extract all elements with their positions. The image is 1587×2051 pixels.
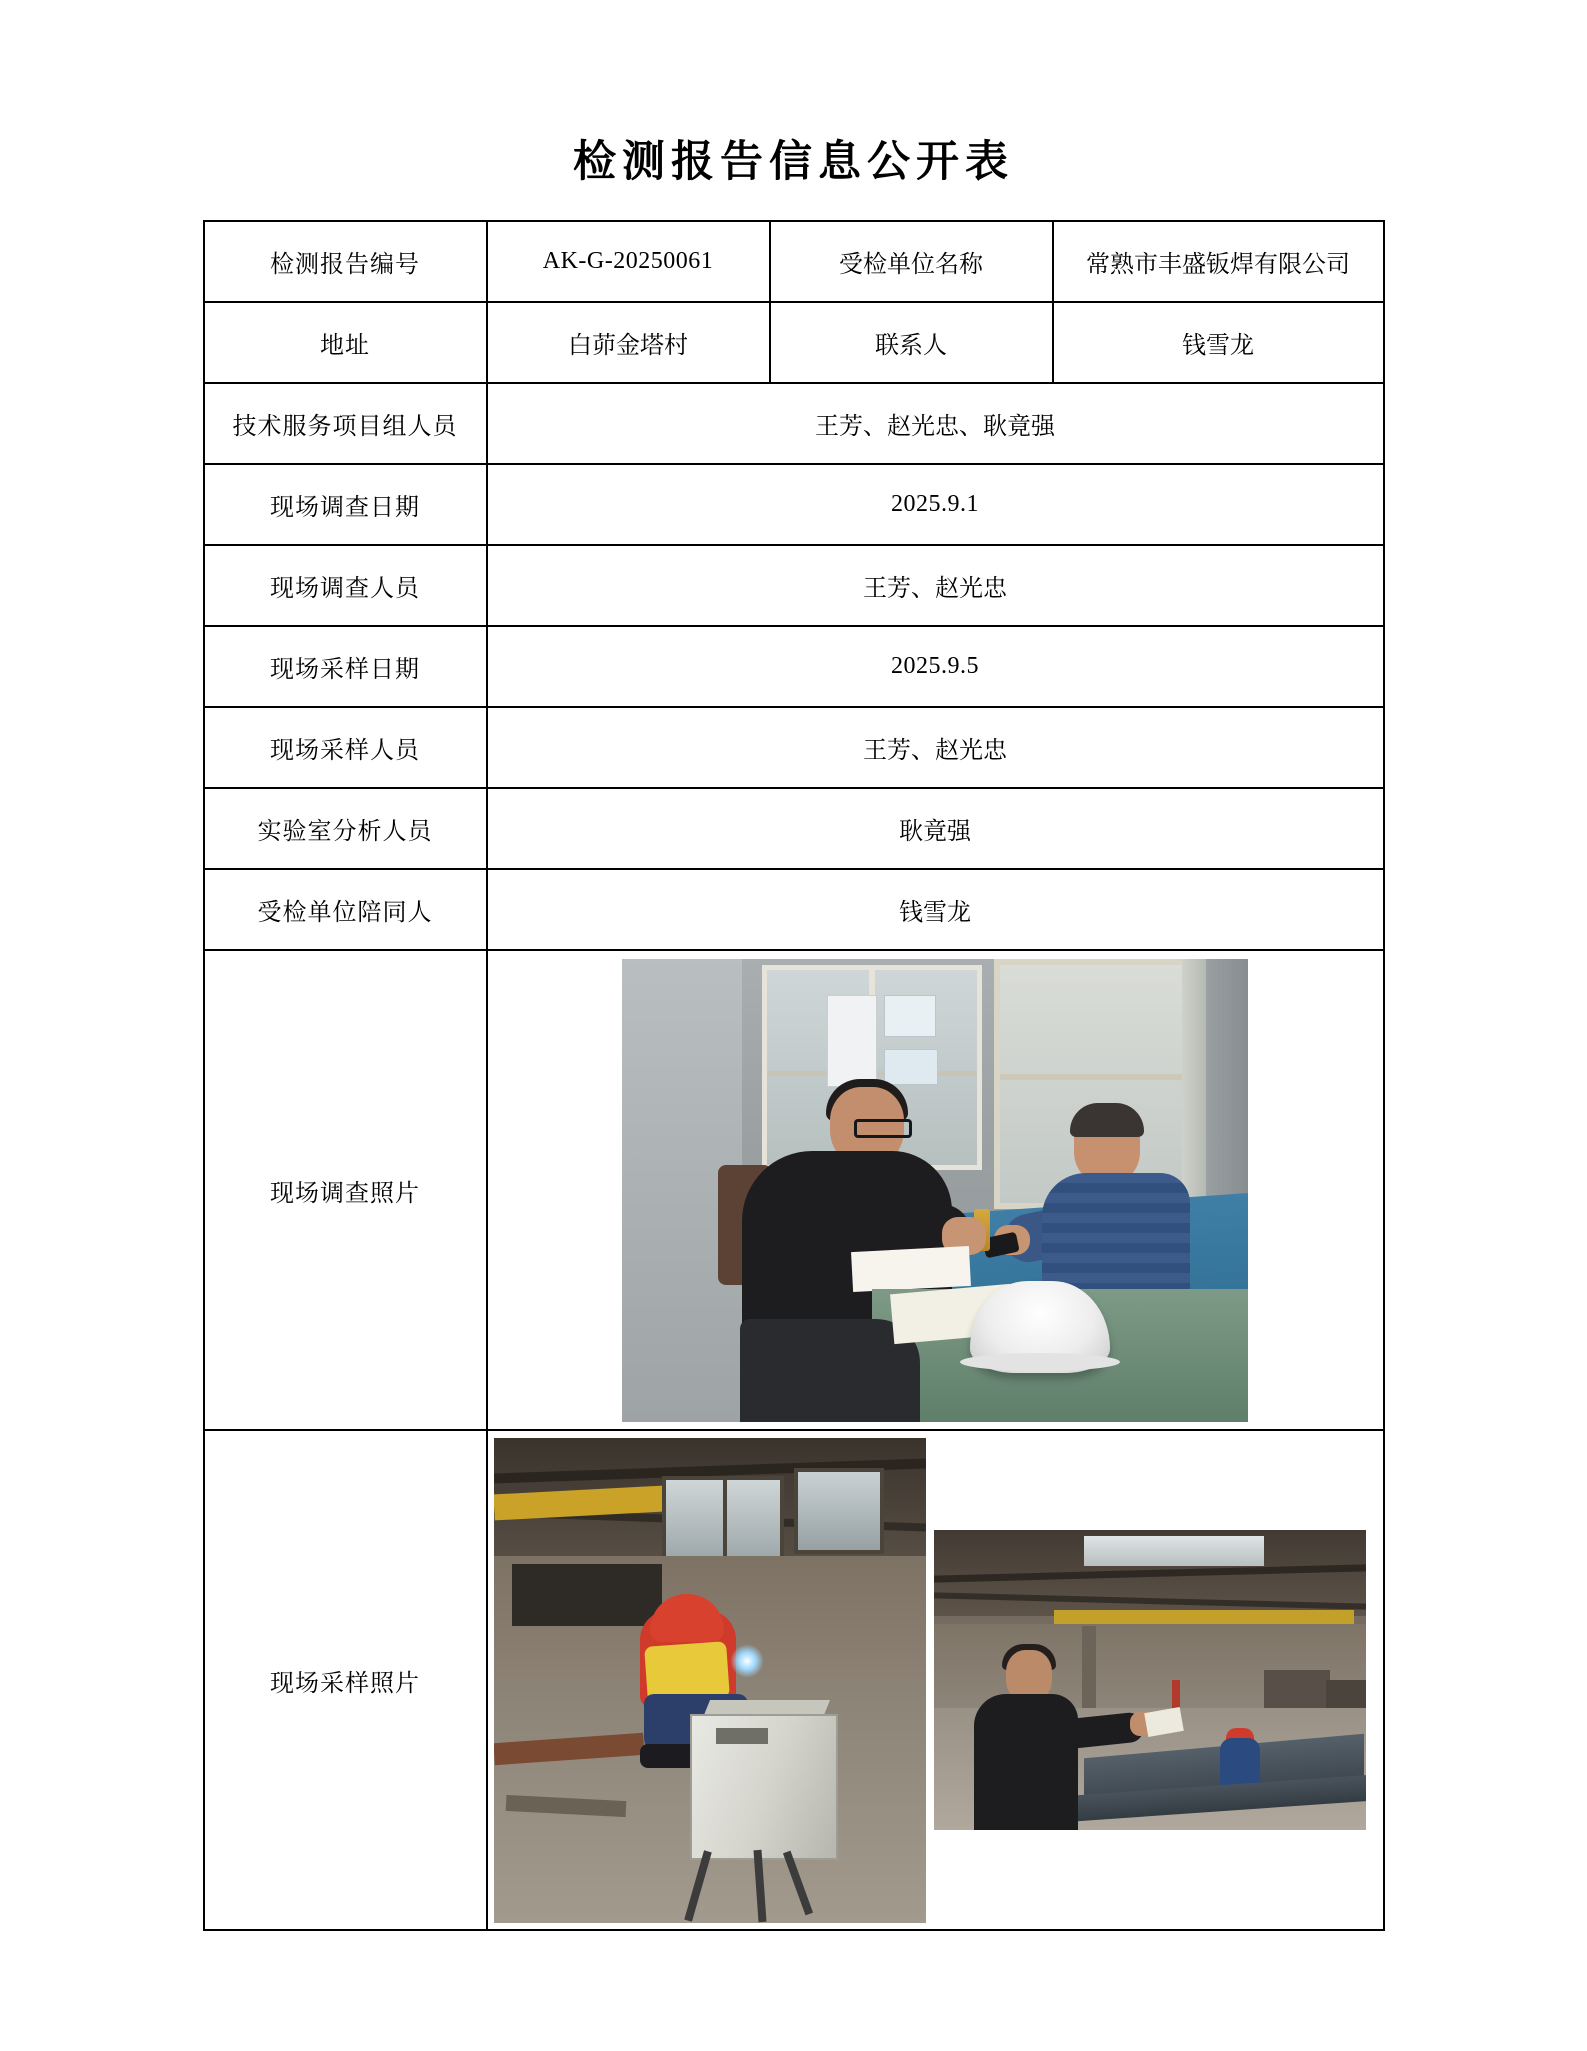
row-label-lab-analyst: 实验室分析人员 [204,788,487,869]
row-value-accompanying-person: 钱雪龙 [487,869,1384,950]
row-label-company: 受检单位名称 [770,221,1053,302]
paper [851,1245,971,1291]
poster [827,995,877,1087]
row-value-team: 王芳、赵光忠、耿竟强 [487,383,1384,464]
sampling-photo-cell [487,1430,1384,1930]
survey-photo-cell [487,950,1384,1430]
row-label-report-no: 检测报告编号 [204,221,487,302]
row-value-sampling-date: 2025.9.5 [487,626,1384,707]
window-icon [662,1476,784,1568]
table-row-survey-photos [204,950,1384,1430]
table-row [204,707,1384,788]
row-label-sampling-date: 现场采样日期 [204,626,487,707]
welding-arc [730,1644,764,1678]
row-value-address: 白茆金塔村 [487,302,770,383]
photo-wrap [488,959,1383,1422]
table-row [204,626,1384,707]
row-value-lab-analyst: 耿竟强 [487,788,1384,869]
table-row-sampling-photos [204,1430,1384,1930]
photo-wrap-right [934,1438,1366,1923]
sampler-panel [716,1728,768,1744]
dark-opening [512,1564,662,1626]
page-title: 检测报告信息公开表 [573,139,1014,186]
row-label-accompanying-person: 受检单位陪同人 [204,869,487,950]
workshop-sampling-photo [934,1530,1366,1830]
crane-rail [1054,1610,1354,1624]
window-icon [794,1468,884,1554]
row-label-survey-staff: 现场调查人员 [204,545,487,626]
row-label-team: 技术服务项目组人员 [204,383,487,464]
inspector-body [974,1694,1078,1830]
report-info-table [203,220,1385,1931]
row-value-company: 常熟市丰盛钣焊有限公司 [1053,221,1384,302]
poster [884,995,936,1037]
row-label-sampling-staff: 现场采样人员 [204,707,487,788]
welding-sampling-photo [494,1438,926,1923]
table-row [204,383,1384,464]
row-value-report-no: AK-G-20250061 [487,221,770,302]
skylight [1084,1536,1264,1566]
table-row [204,302,1384,383]
table-row [204,221,1384,302]
photo-wrap [488,1438,1383,1923]
row-value-survey-date: 2025.9.1 [487,464,1384,545]
row-value-contact: 钱雪龙 [1053,302,1384,383]
row-label-survey-date: 现场调查日期 [204,464,487,545]
glasses-icon [854,1119,912,1138]
table-row [204,545,1384,626]
table-row [204,788,1384,869]
row-value-sampling-staff: 王芳、赵光忠 [487,707,1384,788]
row-label-contact: 联系人 [770,302,1053,383]
table-row [204,869,1384,950]
office-interview-photo [622,959,1248,1422]
row-value-survey-staff: 王芳、赵光忠 [487,545,1384,626]
row-label-survey-photos: 现场调查照片 [204,950,487,1430]
row-label-sampling-photos: 现场采样照片 [204,1430,487,1930]
poster [884,1049,938,1085]
row-label-address: 地址 [204,302,487,383]
table-row [204,464,1384,545]
